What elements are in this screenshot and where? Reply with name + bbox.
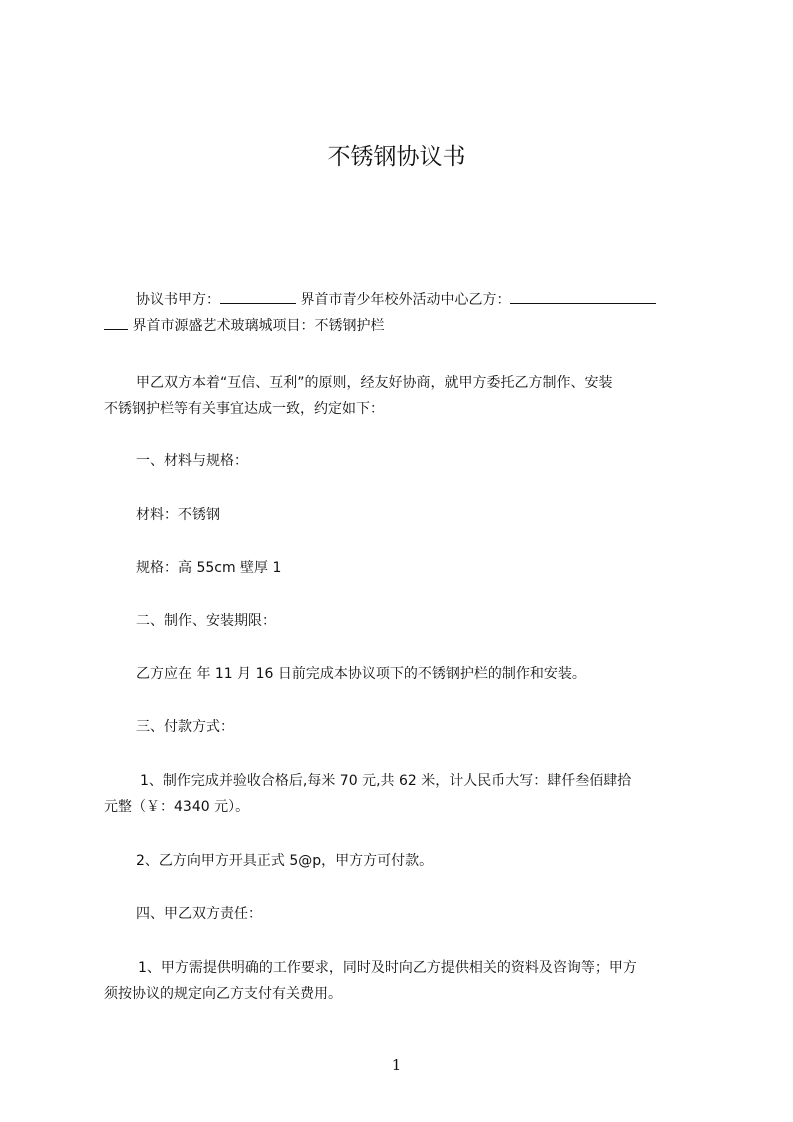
duty-1-line-1: 1、甲方需提供明确的工作要求，同时及时向乙方提供相关的资料及咨询等；甲方: [138, 960, 637, 976]
document-title: 不锈钢协议书: [327, 144, 466, 170]
party-b-blank-2: [104, 315, 128, 330]
party-a-blank: [220, 289, 296, 304]
party-a-label: 协议书甲方：: [136, 292, 220, 308]
intro-line-2: 不锈钢护栏等有关事宜达成一致，约定如下：: [104, 401, 384, 417]
material-line: 材料：不锈钢: [136, 507, 220, 523]
spec-line: 规格：高 55cm 壁厚 1: [136, 560, 282, 576]
section-4-heading: 四、甲乙双方责任：: [136, 906, 262, 922]
party-a-name: 界首市青少年校外活动中心乙方：: [300, 292, 511, 308]
section-2-heading: 二、制作、安装期限：: [136, 613, 276, 629]
party-b-name: 界首市源盛艺术玻璃城项目：不锈钢护栏: [132, 318, 385, 334]
payment-2-line: 2、乙方向甲方开具正式 5@p，甲方方可付款。: [136, 853, 434, 869]
parties-line-1: [104, 287, 706, 313]
parties-line-2: [104, 313, 706, 339]
party-b-blank-1: [510, 289, 656, 304]
intro-line-1: 甲乙双方本着“互信、互利”的原则，经友好协商，就甲方委托乙方制作、安装: [136, 375, 613, 391]
section-1-heading: 一、材料与规格：: [136, 453, 248, 469]
duty-1-line-2: 须按协议的规定向乙方支付有关费用。: [104, 986, 342, 1002]
section-3-heading: 三、付款方式：: [136, 719, 234, 735]
payment-1-line-2: 元整（￥：4340 元）。: [104, 799, 250, 815]
deadline-line: 乙方应在 年 11 月 16 日前完成本协议项下的不锈钢护栏的制作和安装。: [136, 666, 586, 682]
page-number: 1: [391, 1056, 402, 1074]
payment-1-line-1: 1、制作完成并验收合格后,每米 70 元,共 62 米，计人民币大写：肆仟叁佰肆拾: [140, 773, 632, 789]
